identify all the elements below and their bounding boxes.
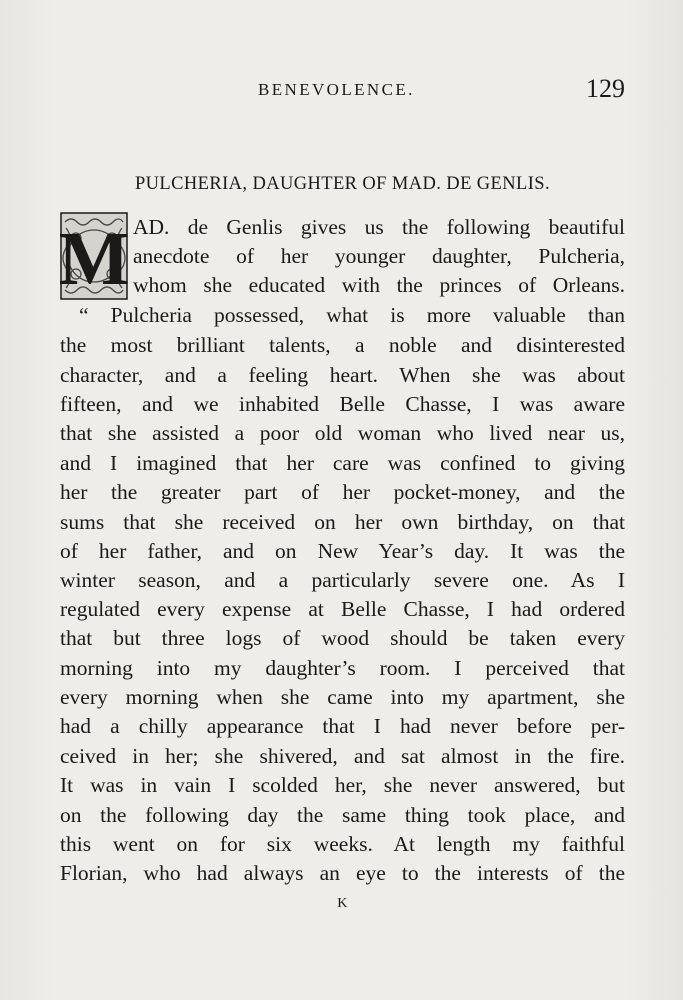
body-line-12: of her father, and on New Year’s day. It was the (60, 539, 625, 563)
ornamental-initial-icon (60, 212, 128, 300)
body-line-15: that but three logs of wood should be taken every (60, 626, 625, 650)
chapter-title: PULCHERIA, DAUGHTER OF MAD. DE GENLIS. (134, 174, 550, 194)
body-line-6: character, and a feeling heart. When she was about (60, 363, 625, 387)
body-line-17: every morning when she came into my apartment, she (60, 685, 625, 709)
drop-cap-letter: M (60, 217, 128, 300)
body-line-23: Florian, who had always an eye to the interests of the (60, 861, 625, 885)
body-line-22: this went on for six weeks. At length my faithful (60, 832, 625, 856)
running-head-title: BENEVOLENCE. (258, 80, 415, 99)
signature-mark: K (337, 896, 348, 911)
body-line-18: had a chilly appearance that I had never before per- (60, 714, 625, 738)
body-line-1: AD. de Genlis gives us the following beautiful (133, 215, 625, 239)
page-number: 129 (586, 74, 625, 103)
running-head (60, 76, 625, 106)
body-line-4: “ Pulcheria possessed, what is more valuable than (79, 303, 625, 327)
body-line-3: whom she educated with the princes of Orleans. (133, 273, 625, 297)
body-line-14: regulated every expense at Belle Chasse, I had ordered (60, 597, 625, 621)
body-line-13: winter season, and a particularly severe one. As I (60, 568, 625, 592)
decorated-initial-m (60, 212, 128, 300)
body-line-19: ceived in her; she shivered, and sat almost in the fire. (60, 744, 625, 768)
body-line-16: morning into my daughter’s room. I perceived that (60, 656, 625, 680)
body-line-20: It was in vain I scolded her, she never answered, but (60, 773, 625, 797)
body-line-21: on the following day the same thing took place, and (60, 803, 625, 827)
body-line-11: sums that she received on her own birthday, on that (60, 510, 625, 534)
body-line-8: that she assisted a poor old woman who lived near us, (60, 421, 625, 445)
body-line-9: and I imagined that her care was confined to giving (60, 451, 625, 475)
body-line-7: fifteen, and we inhabited Belle Chasse, I was aware (60, 392, 625, 416)
body-line-10: her the greater part of her pocket-money, and the (60, 480, 625, 504)
body-line-2: anecdote of her younger daughter, Pulcheria, (133, 244, 625, 268)
body-line-5: the most brilliant talents, a noble and disinterested (60, 333, 625, 357)
